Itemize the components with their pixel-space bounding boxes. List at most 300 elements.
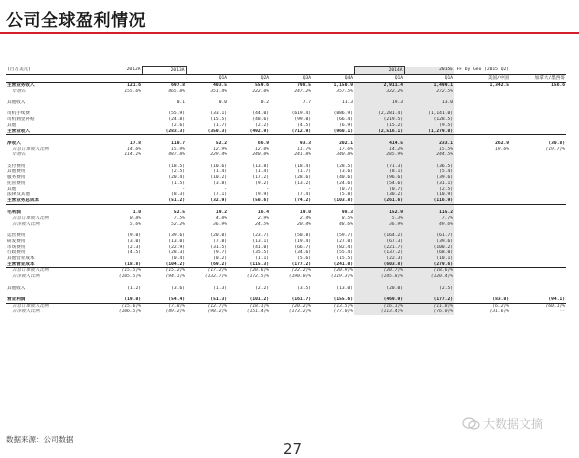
value-cell: (100.2) — [404, 245, 454, 251]
value-cell: 14.6% — [127, 146, 141, 152]
value-cell: (128.5) — [404, 117, 454, 123]
row-label: 占总订单收入比例 — [12, 303, 49, 309]
value-cell: (2.5) — [404, 286, 454, 292]
value-cell: (55.4) — [336, 250, 353, 256]
value-cell: 2.4% — [299, 216, 311, 222]
value-cell: 24.5% — [255, 221, 269, 227]
value-cell: (20.0) — [210, 233, 227, 239]
value-cell: 414.5 — [354, 141, 404, 147]
value-cell: (155.6) — [312, 297, 354, 303]
value-cell: (1.2) — [127, 285, 141, 291]
year-header-cell — [186, 67, 228, 75]
value-cell: (9.2) — [255, 180, 269, 186]
value-cell: (18.5) — [168, 163, 185, 169]
value-cell: (20.7)% — [354, 268, 404, 274]
value-cell: 241.8% — [294, 152, 311, 158]
value-cell: (1,141.0) — [404, 111, 454, 117]
value-cell: 2,911.4 — [354, 83, 404, 89]
row-label: 运营费用 — [7, 233, 26, 239]
value-cell: 19.3 — [354, 100, 404, 106]
row-label: 占净收入比例 — [12, 221, 40, 227]
value-cell: 0.8% — [129, 216, 141, 222]
value-cell: (172.5)% — [246, 274, 269, 280]
value-cell: (28.5) — [336, 163, 353, 169]
value-cell: (5.6) — [297, 256, 311, 261]
value-cell: (15.2)% — [165, 268, 185, 274]
wechat-logo-icon — [462, 417, 480, 430]
value-cell: 465.8% — [168, 88, 185, 94]
table-body — [6, 83, 566, 316]
table-row — [6, 309, 566, 315]
row-label: 年增长 — [12, 152, 26, 158]
value-cell: (24.8) — [168, 117, 185, 123]
value-cell: (8.3) — [171, 192, 185, 198]
value-cell: (8.1) — [354, 169, 404, 175]
value-cell: (40.6) — [336, 175, 353, 181]
value-cell: 403.5 — [213, 83, 227, 88]
value-cell: (10.2) — [210, 175, 227, 181]
value-cell: (1.5) — [171, 180, 185, 186]
row-label: 主营业务收入 — [7, 83, 35, 88]
value-cell: 155.6% — [124, 88, 141, 94]
sub-header-cell: Q1A — [186, 75, 228, 83]
year-header-cell: 2013A — [142, 67, 186, 75]
value-cell: (18.6)% — [404, 268, 454, 274]
value-cell: (69.2) — [186, 262, 228, 268]
row-label: 营业利润 — [6, 297, 98, 303]
value-cell: (350.3) — [186, 129, 228, 135]
value-cell: 7.7 — [302, 100, 311, 106]
value-cell: (10.1) — [404, 256, 454, 262]
value-cell: 12.9% — [213, 146, 227, 152]
value-cell: (116.9) — [404, 198, 454, 204]
row-label: 占净收入比例 — [12, 309, 40, 315]
row-label: 主营业收入 — [6, 129, 98, 135]
value-cell: (492.9) — [228, 129, 270, 135]
row-label: 主营营业成本 — [6, 262, 98, 268]
value-cell: (99.0) — [294, 117, 311, 123]
value-cell: (105.5)% — [118, 274, 141, 280]
value-cell: (2,281.4) — [354, 111, 404, 117]
row-label: 支付费用 — [7, 163, 26, 169]
value-cell: (119.3)% — [330, 274, 353, 280]
value-cell: 16.4 — [257, 210, 269, 216]
value-cell: 322.2% — [354, 89, 404, 95]
row-label: 其他收入 — [7, 285, 26, 291]
value-cell: (27.0) — [336, 238, 353, 244]
value-cell: (619.4) — [291, 111, 311, 117]
value-cell: 0.1 — [176, 100, 185, 106]
value-cell: (51.3) — [186, 297, 228, 303]
value-cell: (7.4) — [297, 192, 311, 198]
value-cell: (1.3) — [213, 285, 227, 291]
income-table — [6, 66, 566, 315]
value-cell: (54.6) — [354, 181, 404, 187]
value-cell: (161.7) — [270, 297, 312, 303]
sub-header-cell: 美国/中国 — [454, 75, 510, 83]
value-cell: (3.5) — [297, 285, 311, 291]
value-cell: (469.9) — [354, 297, 404, 303]
value-cell: (16.1)% — [354, 303, 404, 309]
sub-header-cell: Q2A — [228, 75, 270, 83]
value-cell: (12.7)% — [207, 303, 227, 309]
value-cell: 7.5% — [173, 216, 185, 222]
value-cell: (82.4) — [336, 244, 353, 250]
year-header-cell: 2015E — [404, 67, 454, 75]
value-cell: (261.6) — [354, 198, 404, 204]
row-label: 毛利润 — [7, 210, 21, 216]
value-cell: (15.6)% — [121, 303, 141, 309]
sub-header-cell: Q4A — [312, 75, 354, 83]
value-cell: (0.7) — [339, 186, 353, 192]
value-cell: (20.6)% — [249, 268, 269, 274]
value-cell: 17.8 — [129, 140, 141, 146]
value-cell: 1,499.1 — [404, 83, 454, 89]
value-cell: (3.0) — [127, 238, 141, 244]
value-cell: (2.6) — [171, 122, 185, 128]
value-cell: (77.0)% — [333, 309, 353, 315]
value-cell: 202.1 — [339, 140, 353, 146]
value-cell: (55.9) — [168, 111, 185, 117]
value-cell: (173.2)% — [288, 309, 311, 315]
value-cell: 244.5% — [404, 152, 454, 158]
value-cell: (18.1)% — [249, 303, 269, 309]
value-cell: (151.4)% — [246, 309, 269, 315]
value-cell: (5.4) — [404, 169, 454, 175]
value-cell: (2.5) — [404, 187, 454, 193]
value-cell: (5.8) — [339, 192, 353, 198]
title-rule — [0, 32, 579, 34]
value-cell: 247.2% — [294, 88, 311, 94]
value-cell: 114.1% — [124, 152, 141, 158]
value-cell: (106.5)% — [118, 309, 141, 315]
value-cell: (886.9) — [333, 111, 353, 117]
value-cell: (145.8)% — [354, 274, 404, 280]
value-cell: (6.9) — [339, 122, 353, 128]
value-cell: 285.9% — [354, 152, 404, 158]
year-header-cell — [270, 67, 312, 75]
value-cell: (10.9) — [404, 192, 454, 198]
value-cell: (13.8) — [252, 163, 269, 169]
value-cell: (103.8) — [312, 198, 354, 204]
value-cell: (4.5) — [297, 122, 311, 128]
value-cell: - — [224, 186, 227, 192]
year-header-cell: 2014A — [354, 67, 404, 75]
value-cell: 351.4% — [210, 88, 227, 94]
value-cell: (19.4) — [294, 238, 311, 244]
watermark — [462, 415, 543, 432]
value-cell: (1.7) — [213, 122, 227, 128]
page-title: 公司全球盈利情况 — [6, 11, 146, 31]
value-cell: 0.2 — [260, 100, 269, 106]
value-cell: 110.7 — [171, 140, 185, 146]
value-cell: (22.2)% — [291, 268, 311, 274]
value-cell: 115.2 — [404, 210, 454, 216]
value-cell: (113.4)% — [354, 309, 404, 315]
value-cell: (6.2)% — [492, 303, 509, 309]
value-cell: (7.8)% — [168, 303, 185, 309]
value-cell: (20.2)% — [291, 303, 311, 309]
value-cell: (137.2) — [354, 250, 404, 256]
value-cell: (33.1) — [210, 111, 227, 117]
value-cell: (101.2) — [228, 297, 270, 303]
value-cell: (59.7) — [336, 233, 353, 239]
value-cell: (2.5) — [171, 169, 185, 175]
value-cell: (51.2) — [142, 198, 186, 204]
value-cell: (28.6) — [294, 175, 311, 181]
sub-header-cell: Q3A — [270, 75, 312, 83]
value-cell: 156.6 — [551, 83, 565, 88]
row-label: 研发费用 — [7, 238, 26, 244]
value-cell: (19.0) — [98, 297, 142, 303]
value-cell: (13.0) — [168, 238, 185, 244]
value-cell: (3.8) — [213, 180, 227, 186]
value-cell: (32.9) — [186, 198, 228, 204]
value-cell: (241.0) — [312, 262, 354, 268]
value-cell: (20.0) — [354, 286, 404, 292]
value-cell: (177.2) — [404, 297, 454, 303]
row-label: 占净收入比例 — [12, 274, 40, 280]
row-label: 占总订单收入比例 — [12, 268, 49, 274]
value-cell: (71.3) — [354, 164, 404, 170]
value-cell: (50.6) — [228, 198, 270, 204]
value-cell: 2.9% — [257, 216, 269, 222]
value-cell: (94.1)% — [165, 274, 185, 280]
row-label: 其他 — [7, 186, 17, 192]
value-cell: 66.9 — [257, 140, 269, 146]
value-cell: (30.8) — [548, 140, 565, 146]
value-cell: (20.4) — [168, 175, 185, 181]
row-label: 其他 — [7, 122, 17, 128]
value-cell: (36.5) — [404, 164, 454, 170]
value-cell: 20.4% — [297, 221, 311, 227]
sub-header-cell: 加拿大/墨西哥 — [510, 75, 566, 83]
value-cell: (3.6) — [339, 169, 353, 175]
value-cell: (35.5) — [252, 250, 269, 256]
row-label: 服务费用 — [7, 175, 26, 181]
value-cell: (221.7) — [354, 245, 404, 251]
row-label: 主营业务总成本 — [6, 198, 98, 204]
value-cell: (76.0)% — [404, 309, 454, 315]
value-cell: (39.6) — [404, 175, 454, 181]
value-cell: 98.3 — [341, 210, 353, 216]
value-cell: (15.2) — [354, 123, 404, 129]
value-cell: 240.0% — [252, 152, 269, 158]
value-cell: (83.0) — [454, 297, 510, 303]
value-cell: (7.8) — [213, 238, 227, 244]
value-cell: (22.3) — [354, 256, 404, 262]
value-cell: (74.2) — [270, 198, 312, 204]
row-label: 司机手续费 — [7, 111, 30, 117]
row-label: 其他收入 — [7, 100, 26, 106]
value-cell: 49.6% — [404, 222, 454, 228]
row-label: 法律及其他 — [7, 192, 30, 198]
row-label: 其他营业成本 — [7, 256, 35, 261]
value-cell: (164.2) — [354, 233, 404, 239]
value-cell: 15.5% — [404, 147, 454, 153]
row-label: 行政费用 — [7, 250, 26, 256]
value-cell: (1.4) — [213, 169, 227, 175]
value-cell: (120.4)% — [404, 274, 454, 280]
value-cell: (10.6) — [210, 163, 227, 169]
value-cell: (44.0) — [252, 111, 269, 117]
page-number: 27 — [283, 440, 303, 458]
year-header-cell — [510, 67, 566, 75]
value-cell: (22.9) — [168, 244, 185, 250]
value-cell: 1,150.9 — [333, 83, 353, 88]
value-cell: (23.7) — [252, 233, 269, 239]
value-cell: 52.5 — [173, 210, 185, 216]
value-cell: 798.5 — [297, 83, 311, 88]
value-cell: 697.8 — [171, 83, 185, 88]
value-cell: (48.6) — [252, 117, 269, 123]
value-cell: (98.2)% — [207, 309, 227, 315]
value-cell: 7.7% — [404, 216, 454, 222]
value-cell: (39.6) — [168, 233, 185, 239]
value-cell: 93.3 — [299, 140, 311, 146]
value-cell: 48.6% — [339, 221, 353, 227]
value-cell: 17.6% — [339, 146, 353, 152]
row-label: 市场费用 — [7, 244, 26, 250]
value-cell: (13.0) — [336, 285, 353, 291]
value-cell: (132.7)% — [204, 274, 227, 280]
value-cell: (177.2) — [270, 262, 312, 268]
value-cell: 36.9% — [354, 222, 404, 228]
value-cell: (17.2) — [252, 175, 269, 181]
source-note: 数据来源：公司数据 — [6, 435, 74, 444]
value-cell: (66.4) — [336, 117, 353, 123]
value-cell: (41.0) — [252, 244, 269, 250]
value-cell: 487.8% — [168, 152, 185, 158]
value-cell: (4.5) — [127, 250, 141, 256]
value-cell: (9.7) — [213, 250, 227, 256]
value-cell: 340.8% — [336, 152, 353, 158]
value-cell: (2.3) — [127, 244, 141, 250]
value-cell: 229.4% — [210, 152, 227, 158]
value-cell: (115.3) — [228, 262, 270, 268]
value-cell: (960.1) — [312, 129, 354, 135]
value-cell: (67.3) — [354, 239, 404, 245]
value-cell: (18.8) — [98, 262, 142, 268]
sub-header-cell — [98, 75, 142, 83]
value-cell: (0.2) — [213, 256, 227, 261]
value-cell: 0.0 — [218, 100, 227, 106]
value-cell: (219.5) — [354, 117, 404, 123]
value-cell: 121.6 — [127, 83, 141, 88]
value-cell: 357.5% — [336, 88, 353, 94]
value-cell: 36.9% — [213, 221, 227, 227]
value-cell: (13.1) — [252, 238, 269, 244]
value-cell: (66.7) — [294, 244, 311, 250]
value-cell: (712.9) — [270, 129, 312, 135]
value-cell: (60.1)% — [545, 303, 565, 309]
value-cell: (68.0) — [404, 250, 454, 256]
value-cell: 8.5% — [341, 216, 353, 222]
value-cell: 233.1 — [404, 141, 454, 147]
value-cell: (1.1) — [255, 256, 269, 261]
value-cell: 1.0 — [132, 210, 141, 216]
value-cell: 13.0 — [404, 100, 454, 106]
value-cell: 262.9 — [495, 140, 509, 146]
value-cell: 4.8% — [215, 216, 227, 222]
value-cell: (15.5) — [210, 117, 227, 123]
row-label: 净收入 — [7, 140, 21, 146]
value-cell: (49.2)% — [165, 309, 185, 315]
value-cell: 14.2% — [354, 147, 404, 153]
value-cell: 19.2 — [215, 210, 227, 216]
value-cell: (11.8)% — [404, 303, 454, 309]
value-cell: (1,279.0) — [404, 129, 454, 135]
value-cell: 152.9 — [354, 210, 404, 216]
value-cell: 19.0 — [299, 210, 311, 216]
value-cell: (190.0)% — [288, 274, 311, 280]
value-cell: (15.5)% — [121, 268, 141, 274]
value-cell: 52.2% — [171, 221, 185, 227]
value-cell: (13.2) — [294, 180, 311, 186]
value-cell: (1.4) — [255, 169, 269, 175]
value-cell: 1,342.5 — [489, 83, 509, 88]
value-cell: (24.6) — [336, 180, 353, 186]
sub-header-cell: Q1A — [404, 75, 454, 83]
year-header-cell: FF by Geo (2015 Q2) — [454, 67, 510, 75]
value-cell: 559.6 — [255, 83, 269, 88]
row-label: 年增长 — [12, 88, 26, 94]
value-cell: - — [182, 186, 185, 192]
value-cell: (13.5)% — [333, 303, 353, 309]
year-header-cell — [312, 67, 354, 75]
value-cell: (279.6) — [404, 262, 454, 268]
value-cell: 15.9% — [171, 146, 185, 152]
value-cell: (31.5) — [210, 244, 227, 250]
value-cell: (0.7) — [354, 187, 404, 193]
value-cell: 5.3% — [354, 216, 404, 222]
row-label: 司机佣金补贴 — [7, 117, 35, 123]
sub-header-row — [6, 75, 566, 83]
value-cell: (39.6) — [404, 239, 454, 245]
value-cell: (61.7) — [404, 233, 454, 239]
value-cell: (31.6)% — [489, 309, 509, 315]
value-cell: 272.5% — [404, 89, 454, 95]
value-cell: (2,516.1) — [354, 129, 404, 135]
value-cell: (96.6) — [354, 175, 404, 181]
value-cell: 11.3 — [341, 100, 353, 106]
value-cell: (2.2) — [255, 285, 269, 291]
value-cell: (34.6) — [294, 250, 311, 256]
value-cell: (2.2) — [255, 122, 269, 128]
value-cell: (1.7) — [297, 169, 311, 175]
unit-label: (百万美元) — [6, 67, 98, 75]
row-label: 其他费用 — [7, 169, 26, 175]
value-cell: (0.4) — [171, 256, 185, 261]
value-cell: - — [266, 186, 269, 192]
value-cell: (3.6) — [171, 285, 185, 291]
year-header-cell — [228, 67, 270, 75]
value-cell: (283.3) — [142, 129, 186, 135]
sub-header-cell: Q1A — [354, 75, 404, 83]
value-cell: 222.0% — [252, 88, 269, 94]
income-table-container — [6, 66, 566, 315]
value-cell: 11.7% — [297, 146, 311, 152]
watermark-text: 大数据文摘 — [483, 417, 544, 431]
value-cell: 5.6% — [129, 221, 141, 227]
value-cell: 52.2 — [215, 140, 227, 146]
value-cell: (54.4) — [142, 297, 186, 303]
value-cell: 12.0% — [255, 146, 269, 152]
value-cell: (30.2) — [354, 192, 404, 198]
value-cell: (17.2)% — [207, 268, 227, 274]
value-cell: (94.1) — [510, 297, 566, 303]
row-label: 占总订单收入比例 — [12, 146, 49, 152]
